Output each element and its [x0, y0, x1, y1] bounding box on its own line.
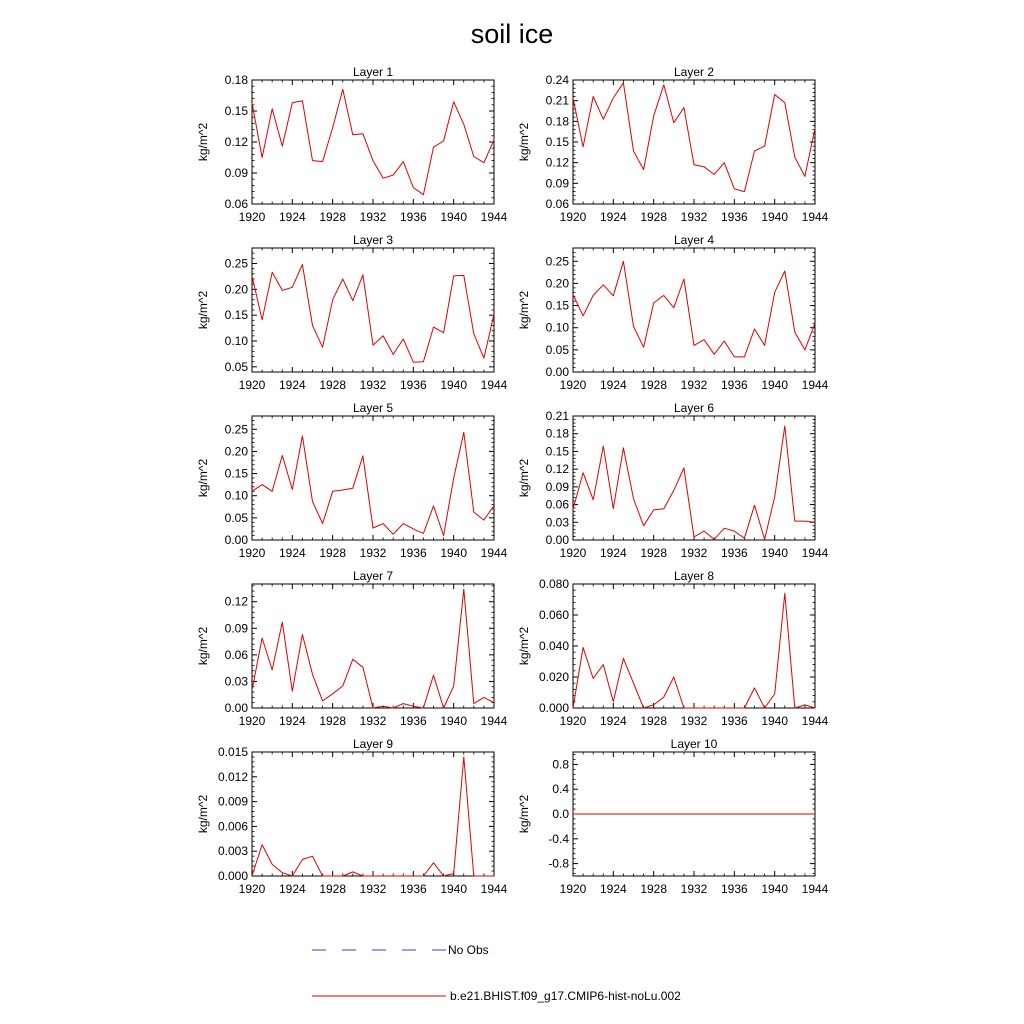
plot-frame-layer-9 — [252, 752, 494, 876]
panel-layer-5 — [196, 401, 508, 560]
y-tick-label: 0.25 — [224, 256, 248, 271]
x-tick-label: 1940 — [440, 210, 468, 224]
y-tick-label: 0.06 — [224, 647, 248, 662]
y-tick-label: 0.06 — [545, 497, 569, 512]
x-tick-label: 1944 — [801, 378, 829, 392]
x-tick-label: 1920 — [559, 714, 587, 728]
x-tick-label: 1936 — [399, 882, 427, 896]
x-tick-label: 1928 — [640, 714, 668, 728]
y-tick-label: 0.006 — [217, 819, 248, 834]
x-tick-label: 1944 — [480, 714, 508, 728]
y-tick-label: 0.00 — [545, 533, 569, 547]
x-tick-label: 1940 — [761, 210, 789, 224]
y-tick-label: 0.15 — [224, 308, 248, 323]
x-tick-label: 1924 — [278, 378, 306, 392]
x-tick-label: 1940 — [440, 714, 468, 728]
y-tick-label: 0.20 — [224, 282, 248, 297]
series-line-layer-6 — [573, 426, 815, 539]
y-tick-label: 0.21 — [545, 93, 569, 108]
y-tick-label: -0.4 — [548, 831, 569, 846]
y-tick-label: 0.012 — [217, 769, 248, 784]
panel-title-layer-3: Layer 3 — [352, 233, 394, 247]
x-tick-label: 1928 — [319, 882, 347, 896]
y-axis-label-layer-8: kg/m^2 — [517, 626, 531, 666]
plot-frame-layer-2 — [573, 80, 815, 204]
plot-frame-layer-4 — [573, 248, 815, 372]
panel-title-layer-4: Layer 4 — [673, 233, 715, 247]
x-tick-label: 1932 — [359, 882, 387, 896]
y-tick-label: 0.18 — [224, 73, 248, 87]
y-tick-label: 0.10 — [545, 320, 569, 335]
x-tick-label: 1928 — [319, 210, 347, 224]
y-tick-label: 0.25 — [224, 422, 248, 437]
panel-layer-3 — [196, 233, 508, 392]
x-tick-label: 1940 — [761, 714, 789, 728]
x-tick-label: 1924 — [599, 714, 627, 728]
x-tick-label: 1936 — [720, 546, 748, 560]
series-line-layer-4 — [573, 261, 815, 357]
y-tick-label: 0.12 — [224, 135, 248, 149]
x-tick-label: 1932 — [680, 714, 708, 728]
x-tick-label: 1928 — [319, 714, 347, 728]
x-tick-label: 1940 — [440, 882, 468, 896]
x-tick-label: 1924 — [278, 882, 306, 896]
x-tick-label: 1936 — [720, 882, 748, 896]
x-tick-label: 1928 — [640, 546, 668, 560]
x-tick-label: 1920 — [238, 882, 266, 896]
figure-title: soil ice — [470, 19, 554, 49]
y-tick-label: 0.12 — [545, 155, 569, 170]
legend — [312, 943, 681, 1003]
y-axis-label-layer-4: kg/m^2 — [517, 290, 531, 330]
x-tick-label: 1936 — [720, 714, 748, 728]
y-tick-label: 0.25 — [545, 254, 569, 269]
y-tick-label: 0.09 — [224, 621, 248, 636]
y-tick-label: 0.15 — [545, 298, 569, 313]
x-tick-label: 1944 — [801, 714, 829, 728]
y-axis-label-layer-9: kg/m^2 — [196, 794, 210, 834]
panel-layer-2 — [517, 65, 829, 224]
y-tick-label: 0.15 — [224, 466, 248, 481]
y-tick-label: 0.060 — [538, 608, 569, 622]
y-tick-label: 0.06 — [545, 197, 569, 211]
x-tick-label: 1944 — [480, 378, 508, 392]
series-line-layer-5 — [252, 432, 494, 535]
y-tick-label: 0.09 — [545, 176, 569, 191]
x-tick-label: 1936 — [720, 210, 748, 224]
series-line-layer-2 — [573, 83, 815, 192]
x-tick-label: 1928 — [640, 210, 668, 224]
legend-model-label: b.e21.BHIST.f09_g17.CMIP6-hist-noLu.002 — [450, 989, 681, 1003]
y-tick-label: 0.009 — [217, 794, 248, 809]
panel-title-layer-10: Layer 10 — [670, 737, 718, 751]
plot-frame-layer-6 — [573, 416, 815, 540]
y-tick-label: 0.080 — [538, 577, 569, 591]
x-tick-label: 1924 — [599, 546, 627, 560]
x-tick-label: 1944 — [801, 546, 829, 560]
panel-layer-6 — [517, 401, 829, 560]
y-tick-label: 0.15 — [545, 444, 569, 459]
y-axis-label-layer-6: kg/m^2 — [517, 458, 531, 498]
series-line-layer-1 — [252, 89, 494, 194]
y-tick-label: 0.15 — [224, 104, 248, 118]
y-tick-label: 0.12 — [545, 462, 569, 477]
panel-title-layer-8: Layer 8 — [673, 569, 715, 583]
x-tick-label: 1944 — [801, 210, 829, 224]
x-tick-label: 1940 — [761, 546, 789, 560]
x-tick-label: 1928 — [319, 378, 347, 392]
plot-frame-layer-3 — [252, 248, 494, 372]
y-tick-label: 0.10 — [224, 334, 248, 348]
y-tick-label: 0.040 — [538, 639, 569, 653]
y-axis-label-layer-10: kg/m^2 — [517, 794, 531, 834]
y-axis-label-layer-3: kg/m^2 — [196, 290, 210, 330]
y-tick-label: 0.10 — [224, 488, 248, 503]
y-tick-label: 0.003 — [217, 844, 248, 859]
y-tick-label: 0.20 — [545, 276, 569, 291]
x-tick-label: 1924 — [278, 714, 306, 728]
x-tick-label: 1944 — [480, 210, 508, 224]
x-tick-label: 1940 — [440, 546, 468, 560]
x-tick-label: 1920 — [238, 378, 266, 392]
x-tick-label: 1932 — [359, 378, 387, 392]
y-tick-label: 0.000 — [538, 701, 569, 715]
y-tick-label: 0.8 — [552, 757, 569, 772]
x-tick-label: 1924 — [278, 546, 306, 560]
panel-title-layer-1: Layer 1 — [352, 65, 394, 79]
y-tick-label: -0.8 — [548, 856, 569, 871]
x-tick-label: 1940 — [761, 882, 789, 896]
x-tick-label: 1932 — [359, 210, 387, 224]
x-tick-label: 1932 — [680, 882, 708, 896]
series-line-layer-8 — [573, 593, 815, 708]
y-tick-label: 0.20 — [224, 444, 248, 459]
x-tick-label: 1920 — [238, 714, 266, 728]
y-tick-label: 0.12 — [224, 594, 248, 609]
y-tick-label: 0.00 — [545, 365, 569, 379]
y-tick-label: 0.020 — [538, 670, 569, 684]
x-tick-label: 1936 — [399, 210, 427, 224]
x-tick-label: 1920 — [559, 882, 587, 896]
y-tick-label: 0.000 — [217, 869, 248, 883]
y-tick-label: 0.015 — [217, 745, 248, 759]
y-tick-label: 0.00 — [224, 701, 248, 715]
y-tick-label: 0.18 — [545, 114, 569, 129]
x-tick-label: 1920 — [559, 378, 587, 392]
x-tick-label: 1920 — [238, 546, 266, 560]
y-axis-label-layer-5: kg/m^2 — [196, 458, 210, 498]
y-tick-label: 0.09 — [224, 166, 248, 180]
x-tick-label: 1928 — [319, 546, 347, 560]
x-tick-label: 1944 — [480, 546, 508, 560]
panel-layer-10 — [517, 737, 829, 896]
series-line-layer-9 — [252, 757, 494, 876]
panel-layer-4 — [517, 233, 829, 392]
y-tick-label: 0.09 — [545, 479, 569, 494]
x-tick-label: 1932 — [680, 546, 708, 560]
x-tick-label: 1940 — [761, 378, 789, 392]
y-tick-label: 0.24 — [545, 73, 569, 87]
x-tick-label: 1920 — [238, 210, 266, 224]
y-axis-label-layer-7: kg/m^2 — [196, 626, 210, 666]
series-line-layer-7 — [252, 589, 494, 708]
y-tick-label: 0.0 — [552, 807, 569, 821]
x-tick-label: 1936 — [720, 378, 748, 392]
plot-frame-layer-1 — [252, 80, 494, 204]
panel-title-layer-6: Layer 6 — [673, 401, 715, 415]
x-tick-label: 1924 — [278, 210, 306, 224]
y-tick-label: 0.05 — [224, 510, 248, 525]
y-tick-label: 0.05 — [224, 359, 248, 374]
x-tick-label: 1932 — [359, 714, 387, 728]
panel-title-layer-9: Layer 9 — [352, 737, 394, 751]
y-tick-label: 0.00 — [224, 533, 248, 547]
x-tick-label: 1944 — [480, 882, 508, 896]
y-tick-label: 0.4 — [552, 782, 569, 797]
y-tick-label: 0.15 — [545, 135, 569, 149]
x-tick-label: 1936 — [399, 546, 427, 560]
y-axis-label-layer-2: kg/m^2 — [517, 122, 531, 162]
x-tick-label: 1936 — [399, 378, 427, 392]
x-tick-label: 1944 — [801, 882, 829, 896]
y-tick-label: 0.05 — [545, 342, 569, 357]
y-tick-label: 0.03 — [545, 515, 569, 530]
panel-layer-1 — [196, 65, 508, 224]
x-tick-label: 1928 — [640, 882, 668, 896]
x-tick-label: 1932 — [680, 378, 708, 392]
x-tick-label: 1932 — [680, 210, 708, 224]
x-tick-label: 1924 — [599, 882, 627, 896]
y-tick-label: 0.21 — [545, 409, 569, 423]
series-line-layer-3 — [252, 265, 494, 363]
x-tick-label: 1940 — [440, 378, 468, 392]
panels-group — [196, 65, 829, 896]
legend-no-obs-label: No Obs — [448, 943, 489, 957]
panel-title-layer-7: Layer 7 — [352, 569, 394, 583]
plot-frame-layer-5 — [252, 416, 494, 540]
plot-frame-layer-8 — [573, 584, 815, 708]
panel-title-layer-5: Layer 5 — [352, 401, 394, 415]
y-tick-label: 0.06 — [224, 197, 248, 211]
y-tick-label: 0.03 — [224, 674, 248, 689]
panel-layer-8 — [517, 569, 829, 728]
panel-title-layer-2: Layer 2 — [673, 65, 715, 79]
panel-layer-7 — [196, 569, 508, 728]
x-tick-label: 1928 — [640, 378, 668, 392]
x-tick-label: 1924 — [599, 210, 627, 224]
x-tick-label: 1932 — [359, 546, 387, 560]
panel-layer-9 — [196, 737, 508, 896]
x-tick-label: 1936 — [399, 714, 427, 728]
x-tick-label: 1920 — [559, 546, 587, 560]
x-tick-label: 1920 — [559, 210, 587, 224]
y-axis-label-layer-1: kg/m^2 — [196, 122, 210, 162]
y-tick-label: 0.18 — [545, 426, 569, 441]
x-tick-label: 1924 — [599, 378, 627, 392]
